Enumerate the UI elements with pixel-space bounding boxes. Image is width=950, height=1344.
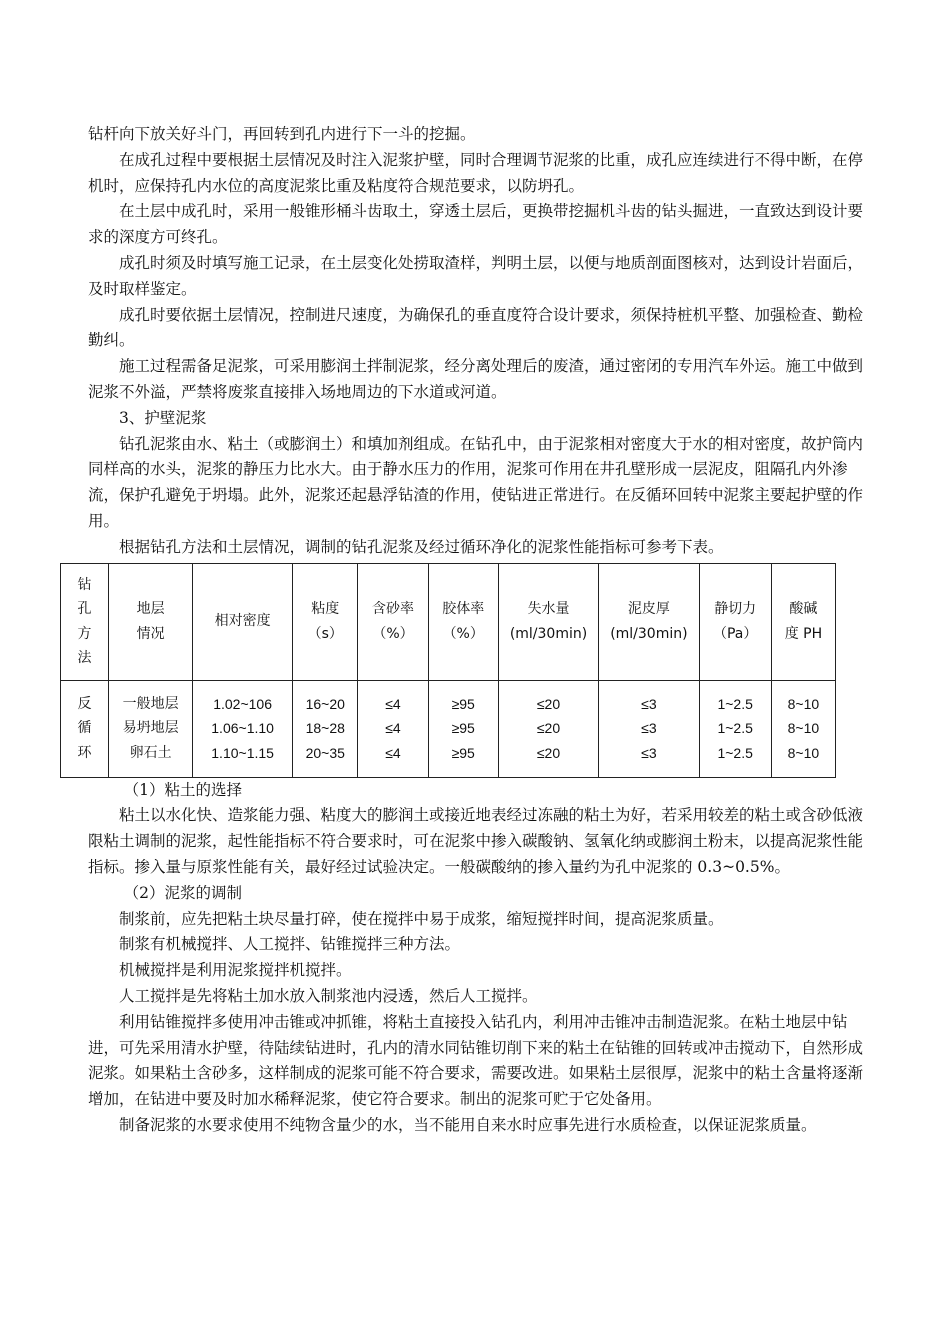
- method-value-char: 反: [77, 695, 92, 712]
- cell-value: 8~10: [787, 695, 820, 712]
- paragraph: 施工过程需备足泥浆，可采用膨润土拌制泥浆，经分离处理后的废渣，通过密闭的专用汽车外运。施工中做到泥浆不外溢，严禁将废浆直接排入场地周边的下水道或河道。: [88, 357, 864, 401]
- header-cell: [358, 563, 428, 680]
- paragraph: 粘土以水化快、造浆能力强、粘度大的膨润土或接近地表经过冻融的粘土为好，若采用较差的粘土或含砂低液限粘土调制的泥浆，起性能指标不符合要求时，可在泥浆中掺入碳酸钠、氢氧化纳或膨润土粉末，以提高泥浆性能指标。掺入量与原浆性能有关，最好经过试验决定。一般碳酸纳的掺入量约为孔中泥浆的 0.3~0.5%。: [88, 806, 864, 876]
- cell-value: 1.10~1.15: [211, 744, 274, 761]
- header-line: （Pa）: [712, 625, 758, 642]
- water-loss-cell: [498, 680, 598, 777]
- header-cell: [699, 563, 771, 680]
- cell-value: ≥95: [451, 695, 475, 712]
- cell-value: 一般地层: [122, 695, 179, 712]
- cell-value: 1.02~106: [213, 695, 272, 712]
- header-line: (ml/30min): [509, 625, 588, 642]
- header-cell: [498, 563, 598, 680]
- paragraph: 在成孔过程中要根据土层情况及时注入泥浆护壁，同时合理调节泥浆的比重，成孔应连续进行不得中断，在停机时，应保持孔内水位的高度泥浆比重及粘度符合规范要求，以防坍孔。: [88, 150, 864, 195]
- method-header-char: 孔: [77, 601, 92, 618]
- header-line: 泥皮厚: [627, 601, 670, 618]
- header-line: 失水量: [527, 601, 570, 618]
- paragraph: 制浆有机械搅拌、人工搅拌、钻锥搅拌三种方法。: [119, 935, 461, 954]
- paragraph: 在土层中成孔时，采用一般锥形桶斗齿取土，穿透土层后，更换带挖掘机斗齿的钻头掘进，一直致达到设计要求的深度方可终孔。: [88, 202, 864, 247]
- paragraph: 钻孔泥浆由水、粘土（或膨润土）和填加剂组成。在钻孔中，由于泥浆相对密度大于水的相对密度，故护筒内同样高的水头，泥浆的静压力比水大。由于静水压力的作用，泥浆可作用在井孔壁形成一层泥皮，阻隔孔内外渗流，保护孔避免于坍塌。此外，泥浆还起悬浮钻渣的作用，使钻进正常进行。在反循环回转中泥浆主要起护壁的作用。: [88, 434, 864, 530]
- mud-cake-cell: [599, 680, 699, 777]
- paragraph: 机械搅拌是利用泥浆搅拌机搅拌。: [119, 961, 352, 980]
- header-line: 相对密度: [214, 613, 271, 630]
- header-line: 静切力: [714, 601, 757, 618]
- cell-value: ≤20: [536, 695, 561, 712]
- cell-value: ≥95: [451, 744, 475, 761]
- method-header-char: 方: [77, 625, 92, 642]
- header-line: （%）: [442, 625, 484, 642]
- cell-value: 1~2.5: [717, 744, 753, 761]
- cell-value: 1.06~1.10: [211, 720, 274, 737]
- header-cell: [771, 563, 835, 680]
- cell-value: ≤3: [641, 695, 657, 712]
- paragraph: 钻杆向下放关好斗门，再回转到孔内进行下一斗的挖掘。: [88, 125, 476, 143]
- method-value-char: 循: [77, 720, 92, 737]
- cell-value: 1~2.5: [717, 695, 753, 712]
- header-line: 胶体率: [442, 601, 485, 618]
- paragraph: 利用钻锥搅拌多使用冲击锥或冲抓锥，将粘土直接投入钻孔内，利用冲击锥冲击制造泥浆。在粘土地层中钻进，可先采用清水护壁，待陆续钻进时，孔内的清水同钻锥切削下来的粘土在钻锥的回转或冲击搅动下，自然形成泥浆。如果粘土含砂多，这样制成的泥浆可能不符合要求，需要改进。如果粘土层很厚，泥浆中的粘土含量将逐渐增加，在钻进中要及时加水稀释泥浆，使它符合要求。制出的泥浆可贮于它处备用。: [88, 1012, 864, 1109]
- method-header-cell: [61, 563, 109, 680]
- cell-value: 8~10: [787, 720, 820, 737]
- cell-value: ≤3: [641, 744, 657, 761]
- colloid-rate-cell: [428, 680, 498, 777]
- table-header-row: [61, 563, 836, 680]
- density-cell: [193, 680, 293, 777]
- header-cell: [193, 563, 293, 680]
- subsection-heading: （2）泥浆的调制: [123, 883, 243, 902]
- header-line: 粘度: [311, 601, 340, 618]
- paragraph: 人工搅拌是先将粘土加水放入制浆池内浸透，然后人工搅拌。: [119, 986, 538, 1005]
- table-row: [61, 680, 836, 777]
- header-line: 酸碱: [789, 601, 818, 618]
- header-line: 情况: [136, 625, 165, 642]
- cell-value: 1~2.5: [717, 720, 753, 737]
- viscosity-cell: [293, 680, 358, 777]
- header-line: 地层: [136, 601, 165, 618]
- subsection-heading: （1）粘土的选择: [123, 780, 243, 799]
- header-line: （%）: [372, 625, 414, 642]
- cell-value: 8~10: [787, 744, 820, 761]
- paragraph: 成孔时要依据土层情况，控制进尺速度，为确保孔的垂直度符合设计要求，须保持桩机平整、加强检查、勤检勤纠。: [88, 305, 864, 350]
- paragraph: 成孔时须及时填写施工记录，在土层变化处捞取渣样，判明土层，以便与地质剖面图核对，达到设计岩面后，及时取样鉴定。: [88, 253, 864, 298]
- cell-value: 易坍地层: [122, 720, 179, 737]
- header-cell: [293, 563, 358, 680]
- document-page: [77, 122, 864, 1139]
- section-heading: 3、护壁泥浆: [119, 408, 207, 427]
- cell-value: ≤4: [385, 744, 401, 761]
- sand-content-cell: [358, 680, 428, 777]
- header-line: （s）: [307, 625, 343, 642]
- cell-value: ≥95: [451, 720, 475, 737]
- cell-value: 20~35: [305, 744, 345, 761]
- method-header-char: 法: [77, 650, 92, 667]
- method-header-char: 钻: [77, 576, 92, 593]
- cell-value: ≤4: [385, 720, 401, 737]
- cell-value: ≤20: [536, 720, 561, 737]
- header-cell: [109, 563, 193, 680]
- paragraph: 根据钻孔方法和土层情况，调制的钻孔泥浆及经过循环净化的泥浆性能指标可参考下表。: [119, 537, 724, 556]
- ph-cell: [771, 680, 835, 777]
- shear-force-cell: [699, 680, 771, 777]
- header-line: (ml/30min): [610, 625, 688, 642]
- cell-value: 卵石土: [129, 744, 172, 761]
- stratum-cell: [109, 680, 193, 777]
- paragraph: 制备泥浆的水要求使用不纯物含量少的水，当不能用自来水时应事先进行水质检查，以保证泥浆质量。: [119, 1115, 817, 1134]
- header-line: 含砂率: [372, 601, 414, 618]
- paragraph: 制浆前，应先把粘土块尽量打碎，使在搅拌中易于成浆，缩短搅拌时间，提高泥浆质量。: [119, 909, 724, 928]
- cell-value: 16~20: [305, 695, 345, 712]
- header-cell: [428, 563, 498, 680]
- header-cell: [599, 563, 699, 680]
- header-line: 度 PH: [784, 625, 823, 642]
- cell-value: ≤20: [536, 744, 561, 761]
- mud-properties-table: [60, 563, 836, 778]
- method-value-char: 环: [77, 744, 92, 761]
- method-value-cell: [61, 680, 109, 777]
- cell-value: ≤3: [641, 720, 657, 737]
- cell-value: ≤4: [385, 695, 401, 712]
- cell-value: 18~28: [305, 720, 345, 737]
